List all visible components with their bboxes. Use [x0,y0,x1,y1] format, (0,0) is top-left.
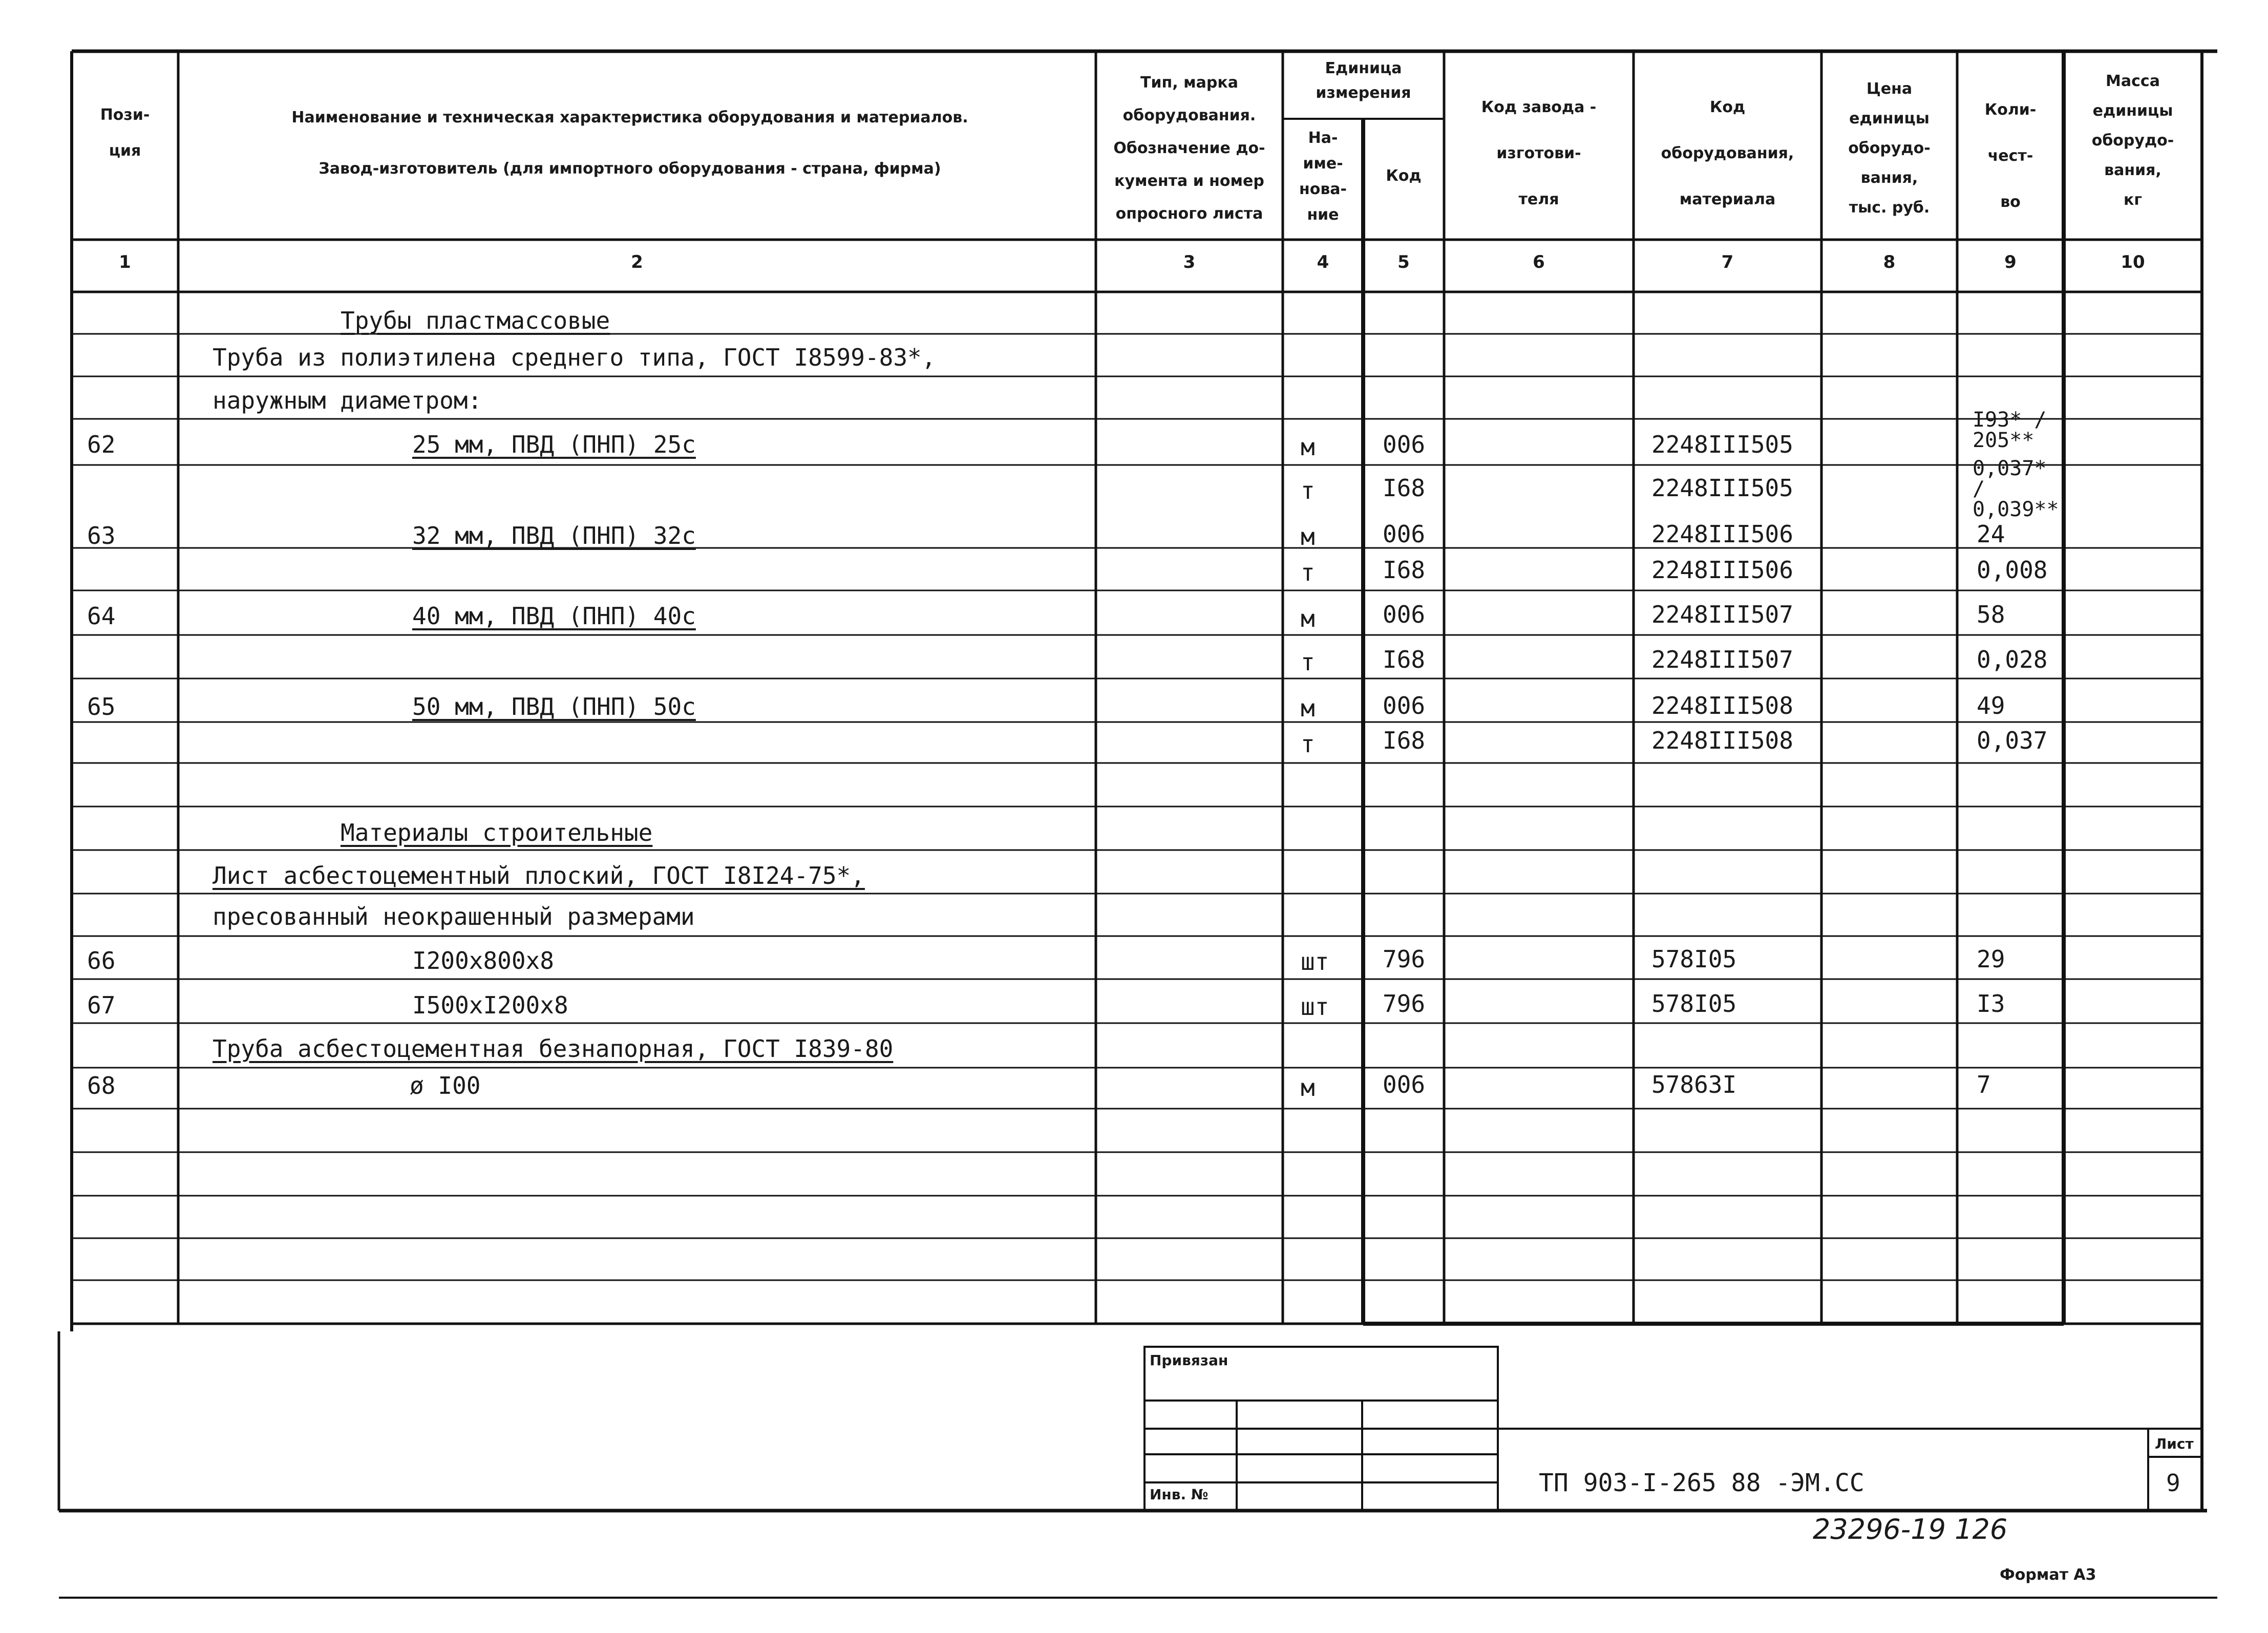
format-label: Формат А3 [2000,1566,2096,1584]
header-unit-name: На- име- нова- ние [1299,129,1347,224]
item-description: пресованный неокрашенный размерами [213,903,695,930]
item-description: Лист асбестоцементный плоский, ГОСТ I8I24-75*, [213,862,865,889]
header-unit: Единица измерения [1316,59,1411,102]
section-title: Материалы строительные [341,819,653,846]
col-number: 6 [1533,252,1545,272]
unit-name: м [1301,433,1315,461]
material-code: 2248III505 [1651,474,1793,502]
col-number: 9 [2004,252,2017,272]
header-equipment-code: Код оборудования, материала [1661,98,1794,208]
item-name: 50 мм, ПВД (ПНП) 50с [412,693,696,720]
unit-code: I68 [1383,556,1426,584]
col-number: 1 [119,252,131,272]
quantity: 0,037 [1977,727,2048,754]
quantity: 49 [1977,692,2005,719]
item-description: наружным диаметром: [213,387,482,414]
item-name: I500xI200x8 [412,991,568,1019]
quantity: 0,028 [1977,646,2048,673]
col-number: 8 [1883,252,1896,272]
sheet-number: 9 [2166,1469,2180,1497]
unit-code: 796 [1383,990,1426,1017]
header-mass: Масса единицы оборудо- вания, кг [2091,72,2174,209]
header-type: Тип, марка оборудования. Обозначение до- кумента и номер опросного листа [1113,74,1265,223]
col-number: 5 [1397,252,1410,272]
position-number: 68 [87,1072,116,1099]
position-number: 67 [87,991,116,1019]
header-name: Наименование и техническая характеристика оборудования и материалов. Завод-изготовитель (для импортного оборудования - страна, фирма) [291,109,968,178]
item-description: Труба асбестоцементная безнапорная, ГОСТ I839-80 [213,1035,894,1063]
position-number: 62 [87,431,116,458]
section-title: Трубы пластмассовые [341,307,610,334]
material-code: 578I05 [1651,990,1737,1017]
unit-code: 796 [1383,945,1426,973]
unit-code: 006 [1383,431,1426,458]
position-number: 63 [87,522,116,549]
quantity: 58 [1977,601,2005,628]
document-code: ТП 903-I-265 88 -ЭМ.СС [1539,1469,1864,1497]
unit-name: т [1301,730,1315,758]
header-quantity: Коли- чест- во [1984,101,2037,211]
unit-name: шт [1301,993,1329,1021]
quantity: 0,008 [1977,556,2048,584]
quantity: 29 [1977,945,2005,973]
material-code: 578I05 [1651,945,1737,973]
unit-code: 006 [1383,1071,1426,1098]
col-number: 10 [2121,252,2145,272]
material-code: 2248III507 [1651,646,1793,673]
material-code: 57863I [1651,1071,1737,1098]
unit-name: т [1301,559,1315,586]
unit-name: шт [1301,948,1329,975]
unit-name: м [1301,605,1315,632]
privyazan-label: Привязан [1150,1352,1228,1369]
unit-code: 006 [1383,601,1426,628]
material-code: 2248III506 [1651,556,1793,584]
quantity: I3 [1977,990,2005,1017]
unit-name: м [1301,1074,1315,1101]
quantity: 0,037* / 0,039** [1973,457,2059,521]
material-code: 2248III505 [1651,431,1793,458]
unit-name: м [1301,523,1315,550]
unit-code: I68 [1383,474,1426,502]
sheet-label: Лист [2155,1435,2194,1452]
header-factory-code: Код завода - изготови- теля [1481,98,1597,208]
material-code: 2248III508 [1651,727,1793,754]
position-number: 66 [87,947,116,974]
item-name: 32 мм, ПВД (ПНП) 32с [412,522,696,549]
unit-code: 006 [1383,520,1426,548]
col-number: 7 [1721,252,1734,272]
item-description: Труба из полиэтилена среднего типа, ГОСТ I8599-83*, [213,344,936,371]
unit-name: т [1301,477,1315,504]
item-name: I200x800x8 [412,947,554,974]
col-number: 4 [1317,252,1329,272]
unit-code: I68 [1383,727,1426,754]
header-unit-code: Код [1386,167,1422,185]
material-code: 2248III506 [1651,520,1793,548]
unit-name: т [1301,648,1315,676]
item-name: 40 мм, ПВД (ПНП) 40с [412,602,696,630]
quantity: I93* / 205** [1973,408,2059,452]
unit-name: м [1301,694,1315,722]
unit-code: I68 [1383,646,1426,673]
col-number: 3 [1183,252,1196,272]
material-code: 2248III507 [1651,601,1793,628]
item-name: 25 мм, ПВД (ПНП) 25с [412,431,696,458]
quantity: 24 [1977,520,2005,548]
unit-code: 006 [1383,692,1426,719]
handwritten-number: 23296-19 126 [1813,1513,2008,1545]
position-number: 65 [87,693,116,720]
header-price: Цена единицы оборудо- вания, тыс. руб. [1848,80,1931,217]
col-number: 2 [631,252,643,272]
quantity: 7 [1977,1071,1991,1098]
inventory-number-label: Инв. № [1150,1486,1209,1503]
header-position: Пози- ция [100,106,150,160]
material-code: 2248III508 [1651,692,1793,719]
item-name: ø I00 [410,1072,481,1099]
position-number: 64 [87,602,116,630]
